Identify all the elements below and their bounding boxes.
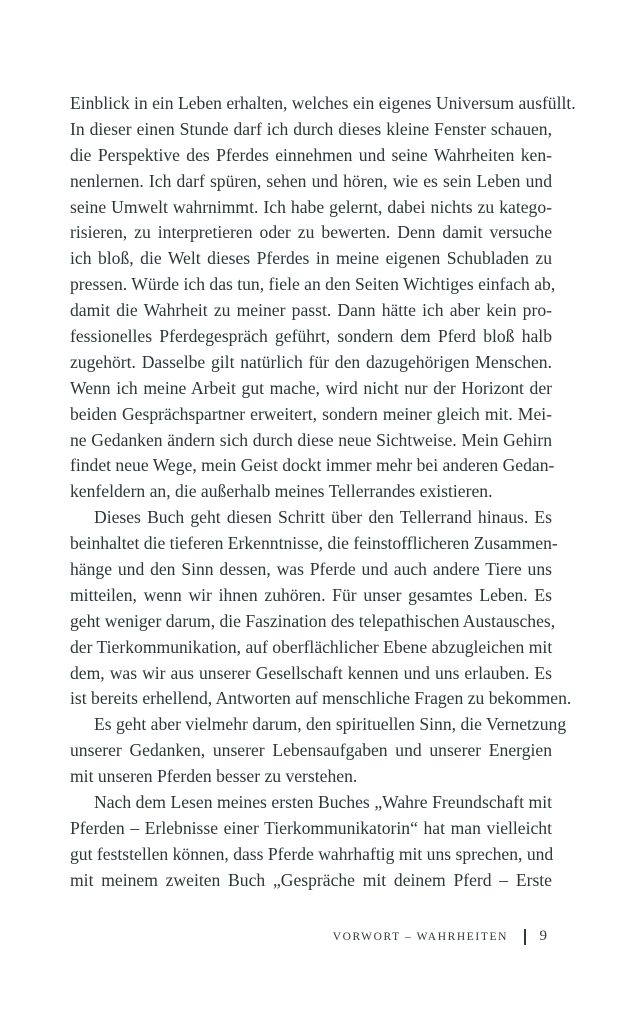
text-line: pressen. Würde ich das tun, fiele an den Seiten Wichtiges einfach ab, bbox=[70, 274, 556, 295]
text-line: fessionelles Pferdegespräch geführt, sondern dem Pferd bloß halb bbox=[70, 326, 552, 347]
text-line: dem, was wir aus unserer Gesellschaft kennen und uns erlauben. Es bbox=[70, 662, 552, 683]
text-line: die Perspektive des Pferdes einnehmen und seine Wahrheiten ken- bbox=[70, 144, 552, 165]
text-line: damit die Wahrheit zu meiner passt. Dann hätte ich aber kein pro- bbox=[70, 300, 552, 321]
page-footer bbox=[333, 928, 547, 945]
text-line: Dieses Buch geht diesen Schritt über den Tellerrand hinaus. Es bbox=[94, 507, 552, 528]
text-line: beiden Gesprächspartner erweitert, sondern meiner gleich mit. Mei- bbox=[70, 403, 552, 424]
text-line: unserer Gedanken, unserer Lebensaufgaben und unserer Energien bbox=[70, 740, 552, 761]
text-line: hänge und den Sinn dessen, was Pferde und auch andere Tiere uns bbox=[70, 559, 552, 580]
text-line: mitteilen, wenn wir ihnen zuhören. Für unser gesamtes Leben. Es bbox=[70, 584, 552, 605]
text-line: Pferden – Erlebnisse einer Tierkommunikatorin“ hat man vielleicht bbox=[70, 817, 552, 838]
text-line: ich bloß, die Welt dieses Pferdes in meine eigenen Schubladen zu bbox=[70, 248, 552, 269]
paragraph bbox=[70, 712, 567, 790]
body-text bbox=[70, 91, 576, 894]
paragraph bbox=[70, 790, 552, 894]
paragraph bbox=[70, 91, 576, 505]
running-head: VORWORT – WAHRHEITEN bbox=[332, 930, 508, 943]
text-line: ne Gedanken ändern sich durch diese neue Sichtweise. Mein Gehirn bbox=[70, 429, 552, 450]
text-line: geht weniger darum, die Faszination des telepathischen Austausches, bbox=[70, 610, 556, 631]
text-line: zugehört. Dasselbe gilt natürlich für den dazugehörigen Menschen. bbox=[70, 351, 552, 372]
text-line: Es geht aber vielmehr darum, den spirituellen Sinn, die Vernetzung bbox=[94, 714, 567, 735]
footer-divider bbox=[524, 929, 526, 945]
text-line: risieren, zu interpretieren oder zu bewerten. Denn damit versuche bbox=[70, 222, 552, 243]
text-line: In dieser einen Stunde darf ich durch dieses kleine Fenster schauen, bbox=[70, 118, 552, 139]
text-line: kenfeldern an, die außerhalb meines Tellerrandes existieren. bbox=[70, 481, 493, 502]
text-line: Einblick in ein Leben erhalten, welches ein eigenes Universum ausfüllt. bbox=[70, 93, 576, 113]
text-line: seine Umwelt wahrnimmt. Ich habe gelernt, dabei nichts zu katego- bbox=[70, 196, 552, 217]
text-line: Wenn ich meine Arbeit gut mache, wird nicht nur der Horizont der bbox=[70, 377, 552, 398]
text-line: nenlernen. Ich darf spüren, sehen und hören, wie es sein Leben und bbox=[70, 170, 552, 191]
text-line: mit unseren Pferden besser zu verstehen. bbox=[70, 766, 358, 787]
text-line: mit meinem zweiten Buch „Gespräche mit deinem Pferd – Erste bbox=[70, 869, 552, 890]
text-line: Nach dem Lesen meines ersten Buches „Wahre Freundschaft mit bbox=[94, 792, 552, 813]
page-number: 9 bbox=[539, 928, 547, 944]
paragraph bbox=[70, 505, 572, 712]
text-line: gut feststellen können, dass Pferde wahrhaftig mit uns sprechen, und bbox=[70, 843, 554, 864]
text-line: findet neue Wege, mein Geist dockt immer mehr bei anderen Gedan- bbox=[70, 455, 555, 476]
text-line: beinhaltet die tieferen Erkenntnisse, die feinstofflicheren Zusammen- bbox=[70, 533, 558, 554]
text-line: der Tierkommunikation, auf oberflächlicher Ebene abzugleichen mit bbox=[70, 636, 553, 657]
text-line: ist bereits erhellend, Antworten auf menschliche Fragen zu bekommen. bbox=[70, 688, 572, 709]
